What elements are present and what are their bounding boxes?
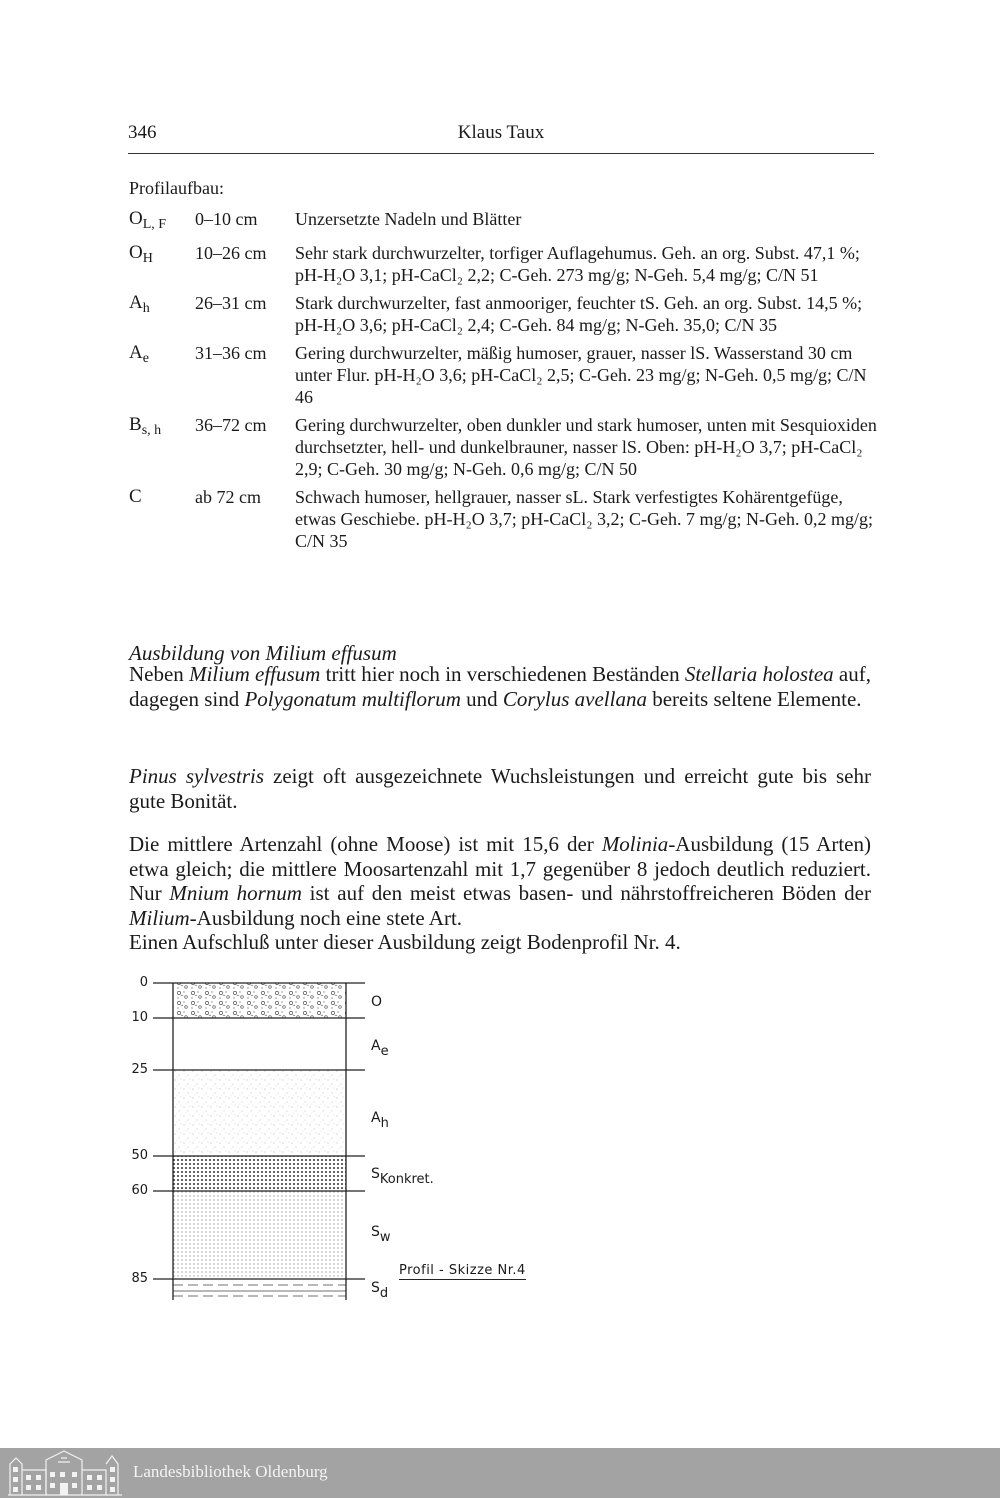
- running-title: Klaus Taux: [457, 122, 545, 143]
- page-header: [128, 122, 874, 154]
- paragraph-1: Neben Milium effusum tritt hier noch in verschiedenen Beständen Stellaria holostea auf, dagegen sind Polygonatum multiflorum und Corylus avellana bereits seltene Elemente.: [129, 662, 871, 711]
- horizon-depth: 0–10 cm: [195, 209, 258, 229]
- depth-tick: 0: [139, 975, 148, 990]
- horizon-description: Gering durchwurzelter, mäßig humoser, grauer, nasser lS. Wasserstand 30 cm unter Flur. pH-H₂O 3,6; pH-CaCl₂ 2,5; C-Geh. 23 mg/g; N-Geh. 0,5 mg/g; C/N 46: [295, 343, 867, 407]
- horizon-row: [129, 208, 879, 236]
- horizon-row: [129, 414, 879, 480]
- library-name: Landesbibliothek Oldenburg: [133, 1462, 328, 1481]
- horizon-row: [129, 292, 879, 336]
- horizon-code: $A_e$: [129, 342, 149, 366]
- layer-label: $S_w$: [371, 1224, 391, 1245]
- horizon-code: $O_H$: [129, 242, 153, 266]
- horizon-depth: ab 72 cm: [195, 487, 261, 507]
- horizon-description: Unzersetzte Nadeln und Blätter: [295, 209, 522, 229]
- profile-label: Profilaufbau:: [129, 178, 224, 198]
- horizon-depth: 26–31 cm: [195, 293, 267, 313]
- soil-profile-sketch: [120, 970, 580, 1310]
- header-rule: [128, 153, 874, 154]
- horizon-depth: 36–72 cm: [195, 415, 267, 435]
- horizon-row: [129, 486, 879, 552]
- horizon-table: [129, 208, 879, 558]
- library-building-icon: [6, 1450, 124, 1496]
- paragraph-2: Pinus sylvestris zeigt oft ausgezeichnete Wuchsleistungen und erreicht gute bis sehr gute Bonität.: [129, 764, 871, 813]
- layer-label: $S_d$: [371, 1280, 389, 1301]
- horizon-row: [129, 242, 879, 286]
- horizon-depth: 10–26 cm: [195, 243, 267, 263]
- horizon-depth: 31–36 cm: [195, 343, 267, 363]
- paragraph-4: Einen Aufschluß unter dieser Ausbildung zeigt Bodenprofil Nr. 4.: [129, 930, 681, 954]
- horizon-description: Stark durchwurzelter, fast anmooriger, feuchter tS. Geh. an org. Subst. 14,5 %; pH-H₂O 3,6; pH-CaCl₂ 2,4; C-Geh. 84 mg/g; N-Geh. 35,0; C/N 35: [295, 293, 863, 335]
- horizon-code: C: [129, 486, 142, 507]
- layer-label: $A_e$: [371, 1038, 389, 1059]
- horizon-code: $B_{s, h}$: [129, 414, 162, 438]
- depth-tick: 10: [131, 1010, 148, 1025]
- diagram-caption: Profil - Skizze Nr.4: [399, 1263, 526, 1278]
- layer-label: $S_{Konkret.}$: [371, 1166, 434, 1187]
- soil-profile-diagram: [120, 970, 580, 1310]
- library-footer: [0, 1448, 1000, 1498]
- horizon-row: [129, 342, 879, 408]
- depth-tick: 25: [131, 1062, 148, 1077]
- section-heading: Ausbildung von Milium effusum: [129, 641, 397, 665]
- horizon-description: Gering durchwurzelter, oben dunkler und stark humoser, unten mit Sesquioxiden durchsetzter, hell- und dunkelbrauner, nasser lS. Oben: pH-H₂O 3,7; pH-CaCl₂ 2,9; C-Geh. 30 mg/g; N-Geh. 0,6 mg/g; C/N 50: [295, 415, 877, 479]
- layer-label: O: [371, 994, 383, 1010]
- horizon-description: Schwach humoser, hellgrauer, nasser sL. Stark verfestigtes Kohärentgefüge, etwas Geschiebe. pH-H₂O 3,7; pH-CaCl₂ 3,2; C-Geh. 7 mg/g; N-Geh. 0,2 mg/g; C/N 35: [295, 487, 873, 551]
- depth-tick: 50: [131, 1148, 148, 1163]
- horizon-code: $A_h$: [129, 292, 150, 316]
- horizon-code: $O_{L, F}$: [129, 208, 167, 232]
- horizon-description: Sehr stark durchwurzelter, torfiger Auflagehumus. Geh. an org. Subst. 47,1 %; pH-H₂O 3,1; pH-CaCl₂ 2,2; C-Geh. 273 mg/g; N-Geh. 5,4 mg/g; C/N 51: [295, 243, 860, 285]
- paragraph-3: Die mittlere Artenzahl (ohne Moose) ist mit 15,6 der Molinia-Ausbildung (15 Arten) etwa gleich; die mittlere Moosartenzahl mit 1,7 gegenüber 8 jedoch deutlich reduziert. Nur Mnium hornum ist auf den meist etwas basen- und nährstoffreicheren Böden der Milium-Ausbildung noch eine stete Art.: [129, 832, 871, 930]
- depth-tick: 85: [131, 1271, 148, 1286]
- depth-tick: 60: [131, 1183, 148, 1198]
- page-number: 346: [128, 122, 157, 143]
- layer-label: $A_h$: [371, 1110, 389, 1131]
